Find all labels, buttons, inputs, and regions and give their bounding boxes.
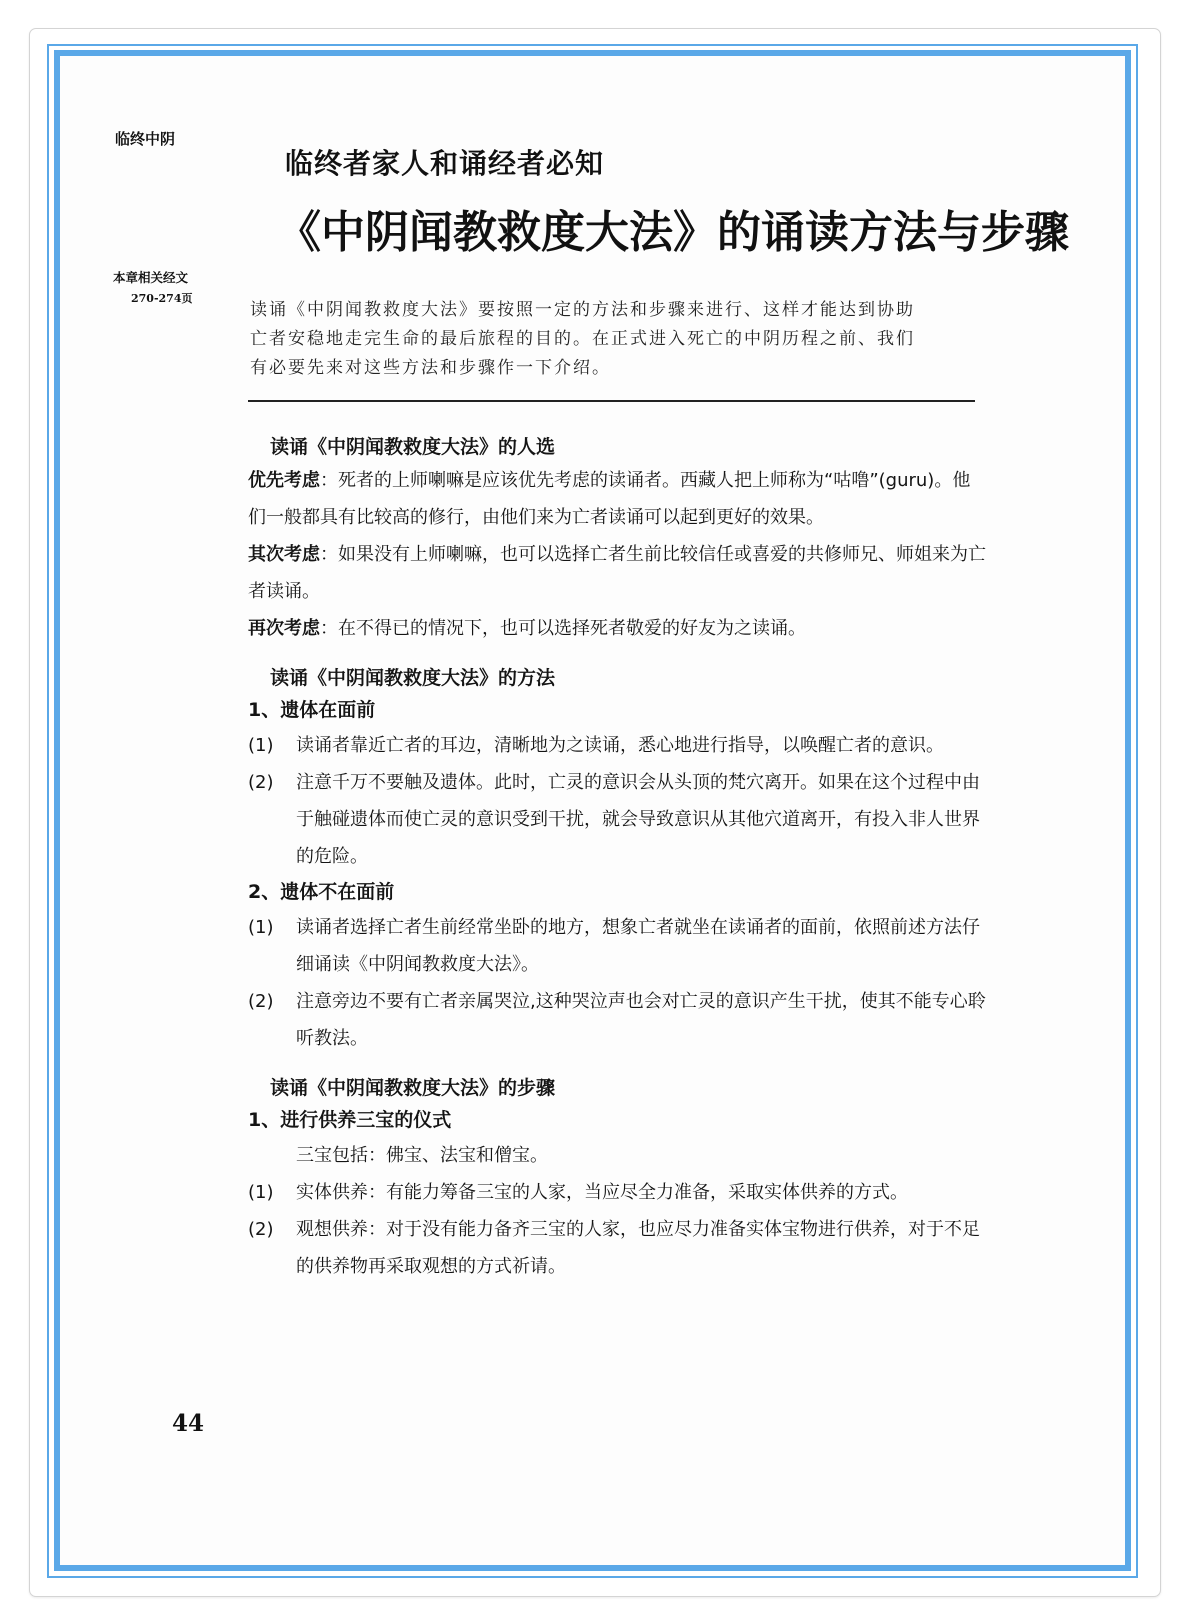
candidate-label: 再次考虑: [248, 618, 320, 639]
candidate-text: ：死者的上师喇嘛是应该优先考虑的读诵者。西藏人把上师称为“咕噜”(guru)。他们一般都具有比较高的修行，由他们来为亡者读诵可以起到更好的效果。: [248, 470, 971, 528]
related-scripture-label: 本章相关经文: [113, 270, 189, 285]
item-number: (2): [248, 1219, 274, 1240]
item-number: (2): [248, 772, 274, 793]
subsection-title: 1、遗体在面前: [248, 699, 376, 721]
list-item: [248, 1211, 988, 1285]
candidate-item: [248, 536, 988, 610]
running-head: 临终中阴: [115, 130, 176, 148]
body-content: [248, 432, 988, 1285]
intro-paragraph: [250, 296, 975, 383]
item-text: 注意旁边不要有亡者亲属哭泣,这种哭泣声也会对亡灵的意识产生干扰，使其不能专心聆听教法。: [296, 991, 986, 1049]
section-heading-steps: 读诵《中阴闻教救度大法》的步骤: [270, 1077, 556, 1099]
intro-line: 亡者安稳地走完生命的最后旅程的目的。在正式进入死亡的中阴历程之前、我们: [250, 329, 915, 349]
candidate-text: ：在不得已的情况下，也可以选择死者敬爱的好友为之读诵。: [320, 618, 806, 639]
item-number: (1): [248, 917, 274, 938]
related-scripture-pages: 270-274页: [131, 292, 193, 305]
section-heading-method: 读诵《中阴闻教救度大法》的方法: [270, 667, 556, 689]
candidate-item: [248, 610, 988, 647]
list-item: [248, 764, 988, 875]
page-number: 44: [172, 1410, 205, 1437]
candidate-label: 其次考虑: [248, 544, 320, 565]
intro-line: 读诵《中阴闻教救度大法》要按照一定的方法和步骤来进行、这样才能达到协助: [250, 300, 915, 320]
item-text: 观想供养：对于没有能力备齐三宝的人家，也应尽力准备实体宝物进行供养，对于不足的供养物再采取观想的方式祈请。: [296, 1219, 980, 1277]
candidate-text: ：如果没有上师喇嘛，也可以选择亡者生前比较信任或喜爱的共修师兄、师姐来为亡者读诵。: [248, 544, 986, 602]
intro-line: 有必要先来对这些方法和步骤作一下介绍。: [250, 358, 611, 378]
item-number: (2): [248, 991, 274, 1012]
item-number: (1): [248, 1182, 274, 1203]
pre-title: 临终者家人和诵经者必知: [285, 147, 605, 180]
list-item: [248, 727, 988, 764]
three-jewels-note: 三宝包括：佛宝、法宝和僧宝。: [296, 1145, 548, 1166]
subsection-title: 2、遗体不在面前: [248, 881, 395, 903]
item-text: 实体供养：有能力筹备三宝的人家，当应尽全力准备，采取实体供养的方式。: [296, 1182, 908, 1203]
section-divider: [248, 400, 975, 402]
candidate-label: 优先考虑: [248, 470, 320, 491]
candidate-item: [248, 462, 988, 536]
list-item: [248, 1174, 988, 1211]
list-item: [248, 909, 988, 983]
item-text: 读诵者选择亡者生前经常坐卧的地方，想象亡者就坐在读诵者的面前，依照前述方法仔细诵读《中阴闻教救度大法》。: [296, 917, 980, 975]
item-text: 读诵者靠近亡者的耳边，清晰地为之读诵，悉心地进行指导，以唤醒亡者的意识。: [296, 735, 944, 756]
section-heading-candidates: 读诵《中阴闻教救度大法》的人选: [270, 436, 556, 458]
list-item: [248, 983, 988, 1057]
item-text: 注意千万不要触及遗体。此时，亡灵的意识会从头顶的梵穴离开。如果在这个过程中由于触碰遗体而使亡灵的意识受到干扰，就会导致意识从其他穴道离开，有投入非人世界的危险。: [296, 772, 980, 867]
subsection-title: 1、进行供养三宝的仪式: [248, 1109, 452, 1131]
item-number: (1): [248, 735, 274, 756]
page-title: 《中阴闻教救度大法》的诵读方法与步骤: [277, 207, 1069, 258]
